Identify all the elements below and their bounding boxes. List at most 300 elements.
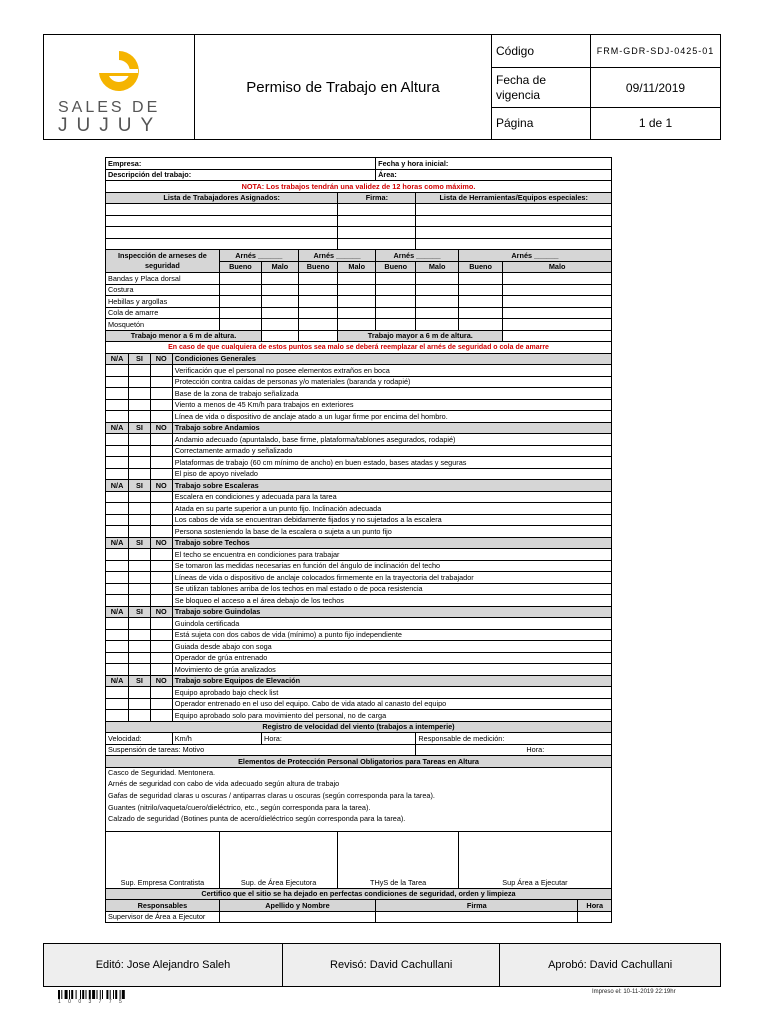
si-header: SI — [129, 675, 151, 687]
si-checkbox[interactable] — [129, 549, 151, 561]
checklist-item-label: Viento a menos de 45 Km/h para trabajos en exteriores — [172, 399, 611, 411]
malo-checkbox[interactable] — [503, 273, 612, 285]
bueno-header: Bueno — [219, 261, 261, 273]
epp-item: Guantes (nitrilo/vaqueta/cuero/dieléctrico, etc., según corresponda para la tarea). — [108, 802, 371, 812]
no-checkbox[interactable] — [150, 549, 172, 561]
trabajador-input[interactable] — [106, 215, 338, 227]
no-checkbox[interactable] — [150, 491, 172, 503]
reviso-cell: Revisó: David Cachullani — [282, 944, 499, 987]
si-checkbox[interactable] — [129, 365, 151, 377]
checklist-row — [106, 641, 612, 653]
checklist-item-label: Guiada desde abajo con soga — [172, 641, 611, 653]
lista-herramientas-header: Lista de Herramientas/Equipos especiales: — [416, 192, 612, 204]
no-header: NO — [150, 480, 172, 492]
empresa-row — [106, 158, 612, 170]
malo-checkbox[interactable] — [416, 273, 459, 285]
bueno-checkbox[interactable] — [458, 307, 502, 319]
barcode-bar — [115, 990, 117, 999]
arnes-1-label: Arnés ______ — [219, 250, 298, 262]
checklist-row — [106, 710, 612, 722]
descripcion-row — [106, 169, 612, 181]
malo-checkbox[interactable] — [416, 319, 459, 331]
bueno-checkbox[interactable] — [298, 284, 338, 296]
bueno-checkbox[interactable] — [298, 307, 338, 319]
no-header: NO — [150, 422, 172, 434]
epp-row — [106, 767, 612, 831]
barcode-bar — [61, 990, 62, 999]
si-checkbox[interactable] — [129, 514, 151, 526]
bueno-checkbox[interactable] — [219, 284, 261, 296]
bueno-checkbox[interactable] — [298, 296, 338, 308]
malo-checkbox[interactable] — [262, 284, 299, 296]
bueno-checkbox[interactable] — [298, 273, 338, 285]
inspeccion-item-row — [106, 273, 612, 285]
malo-checkbox[interactable] — [338, 307, 376, 319]
trabajo-menor-label: Trabajo menor a 6 m de altura. — [106, 330, 262, 342]
na-header: N/A — [106, 675, 129, 687]
section-header-row — [106, 480, 612, 492]
inspeccion-item-row — [106, 307, 612, 319]
inspeccion-item-label: Hebillas y argollas — [106, 296, 220, 308]
firma-input[interactable] — [338, 204, 416, 216]
checklist-row — [106, 399, 612, 411]
si-checkbox[interactable] — [129, 491, 151, 503]
bueno-checkbox[interactable] — [376, 273, 416, 285]
print-timestamp: Impreso el: 10-11-2019 22:19hr — [592, 989, 676, 995]
firma-box[interactable]: Sup. de Área Ejecutora — [219, 831, 338, 888]
checklist-item-label: Movimiento de grúa analizados — [172, 664, 611, 676]
checklist-row — [106, 491, 612, 503]
area-field[interactable]: Área: — [376, 169, 612, 181]
na-checkbox[interactable] — [106, 595, 129, 607]
si-checkbox[interactable] — [129, 629, 151, 641]
na-checkbox[interactable] — [106, 572, 129, 584]
responsable-medicion-field[interactable]: Responsable de medición: — [416, 733, 612, 745]
arnes-header-row — [106, 250, 612, 262]
checklist-row — [106, 560, 612, 572]
barcode-bar — [89, 990, 91, 999]
si-checkbox[interactable] — [129, 445, 151, 457]
apellido-nombre-header: Apellido y Nombre — [219, 900, 375, 912]
no-checkbox[interactable] — [150, 583, 172, 595]
barcode-bar — [69, 990, 70, 999]
bueno-checkbox[interactable] — [458, 296, 502, 308]
bueno-header: Bueno — [376, 261, 416, 273]
checklist-row — [106, 687, 612, 699]
malo-checkbox[interactable] — [416, 284, 459, 296]
checklist-row — [106, 664, 612, 676]
na-checkbox[interactable] — [106, 388, 129, 400]
checklist-row — [106, 549, 612, 561]
arnes-2-label: Arnés ______ — [298, 250, 375, 262]
si-checkbox[interactable] — [129, 595, 151, 607]
na-checkbox[interactable] — [106, 399, 129, 411]
herramienta-input[interactable] — [416, 204, 612, 216]
fecha-hora-inicial-field[interactable]: Fecha y hora inicial: — [376, 158, 612, 170]
checklist-item-label: Se utilizan tablones arriba de los techos en mal estado o de poca resistencia — [172, 583, 611, 595]
aviso-reemplazo-arnes: En caso de que cualquiera de estos puntos sea malo se deberá reemplazar el arnés de seguridad o cola de amarre — [106, 342, 612, 354]
epp-item: Calzado de seguridad (Botines punta de acero/dieléctrico según corresponda para la tarea). — [108, 814, 406, 824]
no-checkbox[interactable] — [150, 618, 172, 630]
malo-checkbox[interactable] — [262, 307, 299, 319]
no-header: NO — [150, 537, 172, 549]
bueno-checkbox[interactable] — [376, 296, 416, 308]
bueno-checkbox[interactable] — [458, 284, 502, 296]
section-title: Condiciones Generales — [172, 353, 611, 365]
pagina-label: Página — [492, 107, 591, 139]
certifico-row — [106, 888, 612, 900]
section-header-row — [106, 675, 612, 687]
edito-cell: Editó: Jose Alejandro Saleh — [44, 944, 283, 987]
firma-input[interactable] — [376, 911, 578, 923]
logo-cell — [44, 35, 195, 140]
checklist-item-label: Verificación que el personal no posee elementos extraños en boca — [172, 365, 611, 377]
no-header: NO — [150, 606, 172, 618]
na-checkbox[interactable] — [106, 457, 129, 469]
bueno-checkbox[interactable] — [376, 307, 416, 319]
no-checkbox[interactable] — [150, 560, 172, 572]
no-checkbox[interactable] — [150, 514, 172, 526]
na-header: N/A — [106, 422, 129, 434]
barcode-bar — [86, 990, 87, 999]
malo-checkbox[interactable] — [262, 319, 299, 331]
si-checkbox[interactable] — [129, 664, 151, 676]
bueno-checkbox[interactable] — [376, 319, 416, 331]
checklist-item-label: Base de la zona de trabajo señalizada — [172, 388, 611, 400]
si-checkbox[interactable] — [129, 572, 151, 584]
barcode-digits: 1 0 0 3 7 7 5 — [58, 999, 125, 1005]
checklist-item-label: Escalera en condiciones y adecuada para la tarea — [172, 491, 611, 503]
no-checkbox[interactable] — [150, 652, 172, 664]
na-checkbox[interactable] — [106, 641, 129, 653]
si-checkbox[interactable] — [129, 434, 151, 446]
herramienta-input[interactable] — [416, 238, 612, 250]
trabajo-mayor-checkbox[interactable] — [503, 330, 612, 342]
no-header: NO — [150, 353, 172, 365]
checklist-row — [106, 411, 612, 423]
na-checkbox[interactable] — [106, 664, 129, 676]
trabajador-row — [106, 215, 612, 227]
malo-checkbox[interactable] — [338, 296, 376, 308]
malo-checkbox[interactable] — [503, 296, 612, 308]
firma-box[interactable]: Sup. Empresa Contratista — [106, 831, 220, 888]
malo-header: Malo — [416, 261, 459, 273]
checklist-row — [106, 629, 612, 641]
apellido-nombre-input[interactable] — [219, 911, 375, 923]
si-checkbox[interactable] — [129, 457, 151, 469]
bueno-checkbox[interactable] — [458, 273, 502, 285]
na-checkbox[interactable] — [106, 710, 129, 722]
checklist-row — [106, 457, 612, 469]
checklist-row — [106, 376, 612, 388]
no-checkbox[interactable] — [150, 572, 172, 584]
checklist-row — [106, 698, 612, 710]
no-checkbox[interactable] — [150, 365, 172, 377]
arnes-4-label: Arnés ______ — [458, 250, 611, 262]
epp-item: Casco de Seguridad. Mentonera. — [108, 767, 216, 777]
bueno-checkbox[interactable] — [376, 284, 416, 296]
na-checkbox[interactable] — [106, 445, 129, 457]
na-checkbox[interactable] — [106, 434, 129, 446]
firma-input[interactable] — [338, 238, 416, 250]
barcode-bar — [110, 990, 111, 999]
na-checkbox[interactable] — [106, 687, 129, 699]
lista-trabajadores-header: Lista de Trabajadores Asignados: — [106, 192, 338, 204]
si-checkbox[interactable] — [129, 376, 151, 388]
trabajador-row — [106, 204, 612, 216]
malo-checkbox[interactable] — [416, 307, 459, 319]
checklist-row — [106, 514, 612, 526]
trabajador-row — [106, 227, 612, 239]
malo-checkbox[interactable] — [262, 296, 299, 308]
section-title: Trabajo sobre Techos — [172, 537, 611, 549]
si-header: SI — [129, 353, 151, 365]
checklist-item-label: Operador de grúa entrenado — [172, 652, 611, 664]
si-header: SI — [129, 537, 151, 549]
checklist-item-label: Los cabos de vida se encuentran debidamente fijados y no sujetados a la escalera — [172, 514, 611, 526]
empresa-field[interactable]: Empresa: — [106, 158, 376, 170]
herramienta-input[interactable] — [416, 215, 612, 227]
no-checkbox[interactable] — [150, 388, 172, 400]
na-checkbox[interactable] — [106, 618, 129, 630]
bueno-checkbox[interactable] — [219, 273, 261, 285]
malo-checkbox[interactable] — [338, 273, 376, 285]
si-checkbox[interactable] — [129, 399, 151, 411]
viento-title-row — [106, 721, 612, 733]
checklist-item-label: Se tomaron las medidas necesarias en función del ángulo de inclinación del techo — [172, 560, 611, 572]
na-header: N/A — [106, 480, 129, 492]
trabajador-input[interactable] — [106, 227, 338, 239]
firma-box[interactable]: Sup Área a Ejecutar — [458, 831, 611, 888]
codigo-value: FRM-GDR-SDJ-0425-01 — [591, 35, 721, 68]
barcode-bar — [65, 990, 68, 999]
si-checkbox[interactable] — [129, 468, 151, 480]
no-checkbox[interactable] — [150, 457, 172, 469]
na-checkbox[interactable] — [106, 514, 129, 526]
malo-checkbox[interactable] — [503, 319, 612, 331]
no-checkbox[interactable] — [150, 376, 172, 388]
malo-checkbox[interactable] — [338, 284, 376, 296]
na-checkbox[interactable] — [106, 526, 129, 538]
responsables-header: Responsables — [106, 900, 220, 912]
na-checkbox[interactable] — [106, 411, 129, 423]
na-checkbox[interactable] — [106, 652, 129, 664]
bueno-checkbox[interactable] — [219, 319, 261, 331]
velocidad-field[interactable]: Velocidad: — [106, 733, 173, 745]
barcode-bar — [80, 990, 81, 999]
firma-input[interactable] — [338, 227, 416, 239]
aprobo-cell: Aprobó: David Cachullani — [500, 944, 721, 987]
malo-checkbox[interactable] — [503, 307, 612, 319]
si-checkbox[interactable] — [129, 388, 151, 400]
section-header-row — [106, 606, 612, 618]
hora-input[interactable] — [578, 911, 612, 923]
na-checkbox[interactable] — [106, 698, 129, 710]
si-checkbox[interactable] — [129, 698, 151, 710]
epp-item: Gafas de seguridad claras u oscuras / antiparras claras u oscuras (según corresponda para la tarea). — [108, 790, 435, 800]
arnes-3-label: Arnés ______ — [376, 250, 459, 262]
si-checkbox[interactable] — [129, 583, 151, 595]
barcode-bar — [92, 990, 95, 999]
inspeccion-item-label: Mosquetón — [106, 319, 220, 331]
epp-list — [106, 767, 612, 831]
section-header-row — [106, 353, 612, 365]
viento-row — [106, 733, 612, 745]
checklist-item-label: Operador entrenado en el uso del equipo. Cabo de vida atado al canasto del equipo — [172, 698, 611, 710]
herramienta-input[interactable] — [416, 227, 612, 239]
na-checkbox[interactable] — [106, 376, 129, 388]
firma-header: Firma: — [338, 192, 416, 204]
malo-checkbox[interactable] — [262, 273, 299, 285]
section-title: Trabajo sobre Escaleras — [172, 480, 611, 492]
no-checkbox[interactable] — [150, 399, 172, 411]
checklist-item-label: Andamio adecuado (apuntalado, base firme, plataforma/tablones asegurados, rodapié) — [172, 434, 611, 446]
epp-title-row — [106, 756, 612, 768]
checklist-row — [106, 595, 612, 607]
firmas-row — [106, 831, 612, 888]
suspension-field[interactable]: Suspensión de tareas: Motivo — [106, 744, 416, 756]
no-checkbox[interactable] — [150, 710, 172, 722]
si-checkbox[interactable] — [129, 526, 151, 538]
checklist-item-label: Correctamente armado y señalizado — [172, 445, 611, 457]
checklist-item-label: Línea de vida o dispositivo de anclaje atado a un lugar firme por encima del hombro. — [172, 411, 611, 423]
altura-row — [106, 330, 612, 342]
fecha-vigencia-label: Fecha de vigencia — [492, 68, 591, 107]
si-checkbox[interactable] — [129, 710, 151, 722]
si-checkbox[interactable] — [129, 411, 151, 423]
suspension-row — [106, 744, 612, 756]
malo-checkbox[interactable] — [503, 284, 612, 296]
checklist-row — [106, 434, 612, 446]
si-header: SI — [129, 480, 151, 492]
na-checkbox[interactable] — [106, 503, 129, 515]
barcode — [58, 990, 158, 999]
kmh-label: Km/h — [172, 733, 261, 745]
no-checkbox[interactable] — [150, 687, 172, 699]
barcode-bar — [102, 990, 103, 999]
si-header: SI — [129, 422, 151, 434]
trabajo-menor-checkbox[interactable] — [262, 330, 299, 342]
no-checkbox[interactable] — [150, 595, 172, 607]
section-title: Trabajo sobre Guindolas — [172, 606, 611, 618]
checklist-row — [106, 468, 612, 480]
na-checkbox[interactable] — [106, 583, 129, 595]
bueno-header: Bueno — [298, 261, 338, 273]
checklist-item-label: Se bloqueo el acceso a el área debajo de los techos — [172, 595, 611, 607]
barcode-bar — [58, 990, 60, 999]
checklist-item-label: Líneas de vida o dispositivo de anclaje colocados firmemente en la trayectoria del trabajador — [172, 572, 611, 584]
trabajador-input[interactable] — [106, 204, 338, 216]
na-checkbox[interactable] — [106, 549, 129, 561]
malo-checkbox[interactable] — [338, 319, 376, 331]
aviso-row — [106, 342, 612, 354]
logo-line2: JUJUY — [58, 115, 163, 136]
no-checkbox[interactable] — [150, 445, 172, 457]
suspension-hora-field[interactable]: Hora: — [416, 744, 612, 756]
na-header: N/A — [106, 537, 129, 549]
checklist-item-label: Atada en su parte superior a un punto fijo. Inclinación adecuada — [172, 503, 611, 515]
certifico-text: Certifico que el sitio se ha dejado en perfectas condiciones de seguridad, orden y limpieza — [106, 888, 612, 900]
barcode-bar — [76, 990, 77, 999]
si-checkbox[interactable] — [129, 503, 151, 515]
barcode-bar — [122, 990, 125, 999]
bueno-checkbox[interactable] — [219, 307, 261, 319]
no-checkbox[interactable] — [150, 434, 172, 446]
supervisor-label: Supervisor de Área a Ejecutor — [106, 911, 220, 923]
checklist-item-label: Protección contra caídas de personas y/o materiales (baranda y rodapié) — [172, 376, 611, 388]
na-checkbox[interactable] — [106, 468, 129, 480]
barcode-bar — [71, 990, 73, 999]
no-checkbox[interactable] — [150, 468, 172, 480]
no-checkbox[interactable] — [150, 664, 172, 676]
nota-validez: NOTA: Los trabajos tendrán una validez de 12 horas como máximo. — [106, 181, 612, 193]
no-checkbox[interactable] — [150, 698, 172, 710]
inspeccion-item-row — [106, 284, 612, 296]
checklist-row — [106, 388, 612, 400]
checklist-row — [106, 503, 612, 515]
na-checkbox[interactable] — [106, 491, 129, 503]
barcode-bar — [82, 990, 84, 999]
hora-field[interactable]: Hora: — [262, 733, 416, 745]
si-checkbox[interactable] — [129, 560, 151, 572]
trabajador-input[interactable] — [106, 238, 338, 250]
no-checkbox[interactable] — [150, 503, 172, 515]
barcode-bar — [97, 990, 98, 999]
na-checkbox[interactable] — [106, 629, 129, 641]
barcode-bar — [106, 990, 108, 999]
bueno-checkbox[interactable] — [219, 296, 261, 308]
si-checkbox[interactable] — [129, 687, 151, 699]
barcode-bar — [100, 990, 101, 999]
na-checkbox[interactable] — [106, 365, 129, 377]
na-checkbox[interactable] — [106, 560, 129, 572]
descripcion-field[interactable]: Descripción del trabajo: — [106, 169, 376, 181]
checklist-row — [106, 526, 612, 538]
section-header-row — [106, 537, 612, 549]
checklist-row — [106, 618, 612, 630]
bueno-checkbox[interactable] — [298, 319, 338, 331]
si-checkbox[interactable] — [129, 618, 151, 630]
checklist-row — [106, 365, 612, 377]
checklist-item-label: El piso de apoyo nivelado — [172, 468, 611, 480]
si-header: SI — [129, 606, 151, 618]
section-title: Trabajo sobre Equipos de Elevación — [172, 675, 611, 687]
si-checkbox[interactable] — [129, 641, 151, 653]
no-checkbox[interactable] — [150, 629, 172, 641]
hora-header: Hora — [578, 900, 612, 912]
si-checkbox[interactable] — [129, 652, 151, 664]
checklist-row — [106, 572, 612, 584]
bueno-header: Bueno — [458, 261, 502, 273]
firma-box[interactable]: THyS de la Tarea — [338, 831, 459, 888]
epp-title: Elementos de Protección Personal Obligatorios para Tareas en Altura — [106, 756, 612, 768]
inspeccion-arneses-title: Inspección de arneses de seguridad — [106, 250, 220, 273]
lista-header-row — [106, 192, 612, 204]
no-checkbox[interactable] — [150, 411, 172, 423]
document-header — [43, 34, 721, 140]
firma-input[interactable] — [338, 215, 416, 227]
bueno-checkbox[interactable] — [458, 319, 502, 331]
malo-checkbox[interactable] — [416, 296, 459, 308]
checklist-item-label: Equipo aprobado solo para movimiento del personal, no de carga — [172, 710, 611, 722]
viento-title: Registro de velocidad del viento (trabajos a intemperie) — [106, 721, 612, 733]
checklist-row — [106, 583, 612, 595]
no-checkbox[interactable] — [150, 526, 172, 538]
barcode-bar — [113, 990, 114, 999]
no-checkbox[interactable] — [150, 641, 172, 653]
checklist-item-label: Plataformas de trabajo (60 cm mínimo de ancho) en buen estado, bases atadas y seguras — [172, 457, 611, 469]
pagina-value: 1 de 1 — [591, 107, 721, 139]
